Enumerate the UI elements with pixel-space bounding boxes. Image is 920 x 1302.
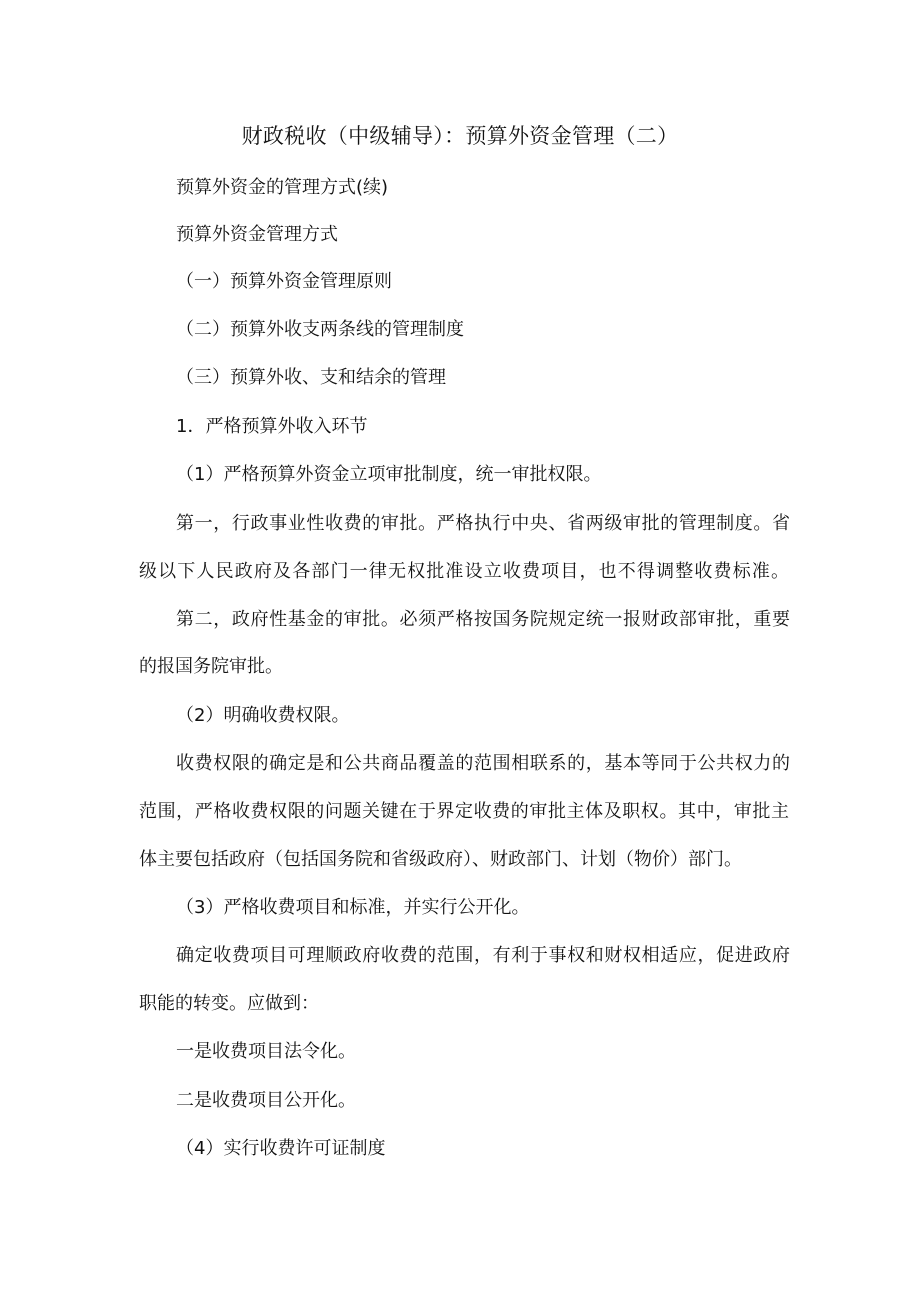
- text-line: 第二，政府性基金的审批。必须严格按国务院规定统一报财政部审批，重要: [176, 609, 790, 630]
- text-line: （三）预算外收、支和结余的管理: [176, 367, 446, 388]
- text-line: 预算外资金管理方式: [176, 224, 338, 245]
- text-line: 职能的转变。应做到：: [139, 993, 319, 1014]
- text-line: 收费权限的确定是和公共商品覆盖的范围相联系的，基本等同于公共权力的: [176, 753, 790, 774]
- text-line: 确定收费项目可理顺政府收费的范围，有利于事权和财权相适应，促进政府: [176, 945, 790, 966]
- text-line: 第一，行政事业性收费的审批。严格执行中央、省两级审批的管理制度。省: [176, 513, 790, 534]
- text-line: 预算外资金的管理方式(续): [176, 177, 389, 198]
- text-line: 级以下人民政府及各部门一律无权批准设立收费项目，也不得调整收费标准。: [139, 561, 789, 582]
- text-line: 范围，严格收费权限的问题关键在于界定收费的审批主体及职权。其中，审批主: [139, 801, 789, 822]
- text-line: （一）预算外资金管理原则: [176, 271, 392, 292]
- text-line: （3）严格收费项目和标准，并实行公开化。: [176, 897, 530, 918]
- text-line: 二是收费项目公开化。: [176, 1090, 356, 1111]
- page-title: 财政税收（中级辅导）：预算外资金管理（二）: [241, 124, 679, 148]
- text-line: （4）实行收费许可证制度: [176, 1138, 386, 1159]
- text-line: 的报国务院审批。: [139, 656, 283, 677]
- text-line: （2）明确收费权限。: [176, 705, 350, 726]
- text-line: （二）预算外收支两条线的管理制度: [176, 319, 464, 340]
- text-line: 体主要包括政府（包括国务院和省级政府）、财政部门、计划（物价）部门。: [139, 849, 742, 870]
- text-line: 1．严格预算外收入环节: [176, 416, 368, 437]
- text-line: 一是收费项目法令化。: [176, 1041, 356, 1062]
- text-line: （1）严格预算外资金立项审批制度，统一审批权限。: [176, 464, 602, 485]
